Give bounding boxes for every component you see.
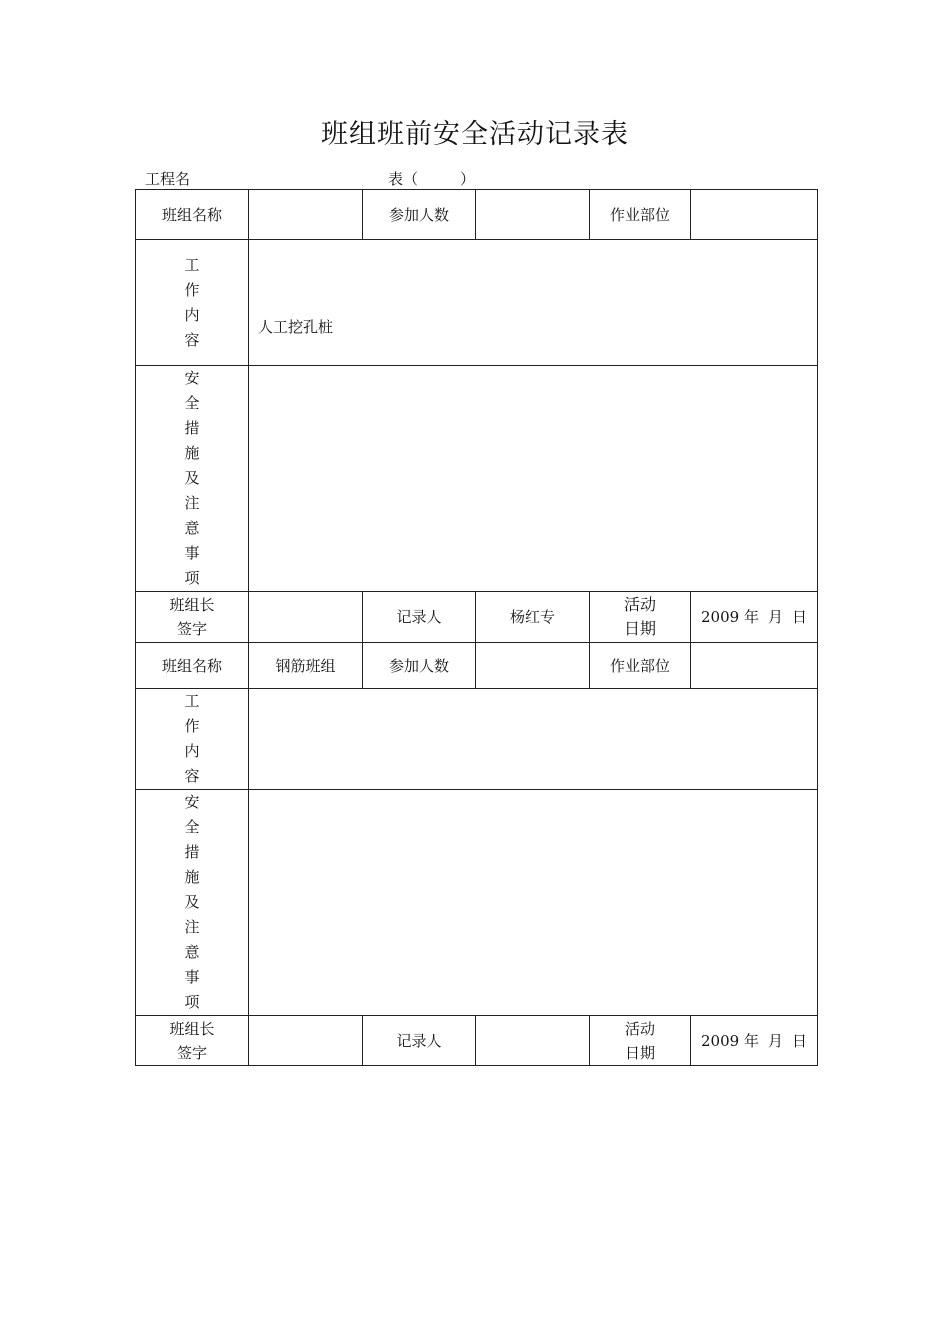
date-year-unit: 年	[743, 608, 759, 626]
work-location-field[interactable]	[691, 643, 818, 689]
record-1-sign-row	[136, 592, 818, 643]
form-number-suffix: ）	[460, 170, 476, 188]
date-month-unit: 月	[767, 608, 783, 626]
activity-date-field[interactable]	[691, 592, 818, 643]
record-table	[135, 189, 818, 1066]
team-name-label: 班组名称	[136, 190, 249, 240]
activity-date-label	[590, 592, 691, 643]
record-1-work-row	[136, 240, 818, 366]
record-2-sign-row	[136, 1016, 818, 1066]
date-day-unit: 日	[791, 1031, 807, 1050]
activity-date-label-line2: 日期	[623, 619, 656, 638]
date-month-unit: 月	[767, 1031, 783, 1050]
recorder-label: 记录人	[363, 1016, 476, 1066]
date-year-unit: 年	[743, 1031, 759, 1050]
activity-date-field[interactable]	[691, 1016, 818, 1066]
work-content-label-cell	[136, 240, 249, 366]
activity-date-label-line1: 活动	[624, 1019, 655, 1038]
work-content-label: 工作内容	[184, 692, 200, 785]
record-2-info-row	[136, 643, 818, 689]
record-2-safety-row	[136, 790, 818, 1016]
safety-measures-label-cell	[136, 366, 249, 592]
work-location-field[interactable]	[691, 190, 818, 240]
work-content-field[interactable]	[249, 240, 818, 366]
record-1-info-row	[136, 190, 818, 240]
form-number-label	[388, 168, 475, 189]
work-location-label: 作业部位	[590, 643, 691, 689]
record-1-safety-row	[136, 366, 818, 592]
safety-measures-label-cell	[136, 790, 249, 1016]
work-content-text: 人工挖孔桩	[258, 317, 334, 336]
work-content-field[interactable]	[249, 689, 818, 790]
recorder-field[interactable]	[476, 1016, 590, 1066]
leader-sign-field[interactable]	[249, 592, 363, 643]
recorder-field[interactable]: 杨红专	[476, 592, 590, 643]
team-name-field[interactable]: 钢筋班组	[249, 643, 363, 689]
leader-sign-label	[136, 592, 249, 643]
activity-date-label-line2: 日期	[624, 1043, 655, 1062]
record-2-work-row	[136, 689, 818, 790]
date-year: 2009	[700, 608, 740, 626]
participants-label: 参加人数	[363, 643, 476, 689]
work-content-label-cell	[136, 689, 249, 790]
work-location-label: 作业部位	[590, 190, 691, 240]
leader-sign-label-line2: 签字	[176, 620, 207, 638]
safety-measures-label: 安全措施及注意事项	[184, 369, 200, 587]
safety-measures-field[interactable]	[249, 790, 818, 1016]
safety-measures-label: 安全措施及注意事项	[184, 793, 200, 1011]
work-content-label: 工作内容	[184, 255, 200, 349]
recorder-label: 记录人	[363, 592, 476, 643]
date-year: 2009	[700, 1031, 740, 1050]
participants-field[interactable]	[476, 643, 590, 689]
team-name-label: 班组名称	[136, 643, 249, 689]
activity-date-label	[590, 1016, 691, 1066]
leader-sign-label-line1: 班组长	[169, 596, 215, 614]
page-title: 班组班前安全活动记录表	[321, 119, 629, 150]
project-name-label: 工程名	[145, 170, 191, 188]
participants-field[interactable]	[476, 190, 590, 240]
team-name-field[interactable]	[249, 190, 363, 240]
participants-label: 参加人数	[363, 190, 476, 240]
leader-sign-label-line2: 签字	[176, 1043, 207, 1062]
date-day-unit: 日	[791, 608, 807, 626]
activity-date-label-line1: 活动	[623, 595, 656, 614]
safety-measures-field[interactable]	[249, 366, 818, 592]
leader-sign-label-line1: 班组长	[169, 1019, 215, 1038]
form-number-prefix: 表（	[388, 170, 419, 188]
leader-sign-field[interactable]	[249, 1016, 363, 1066]
leader-sign-label	[136, 1016, 249, 1066]
